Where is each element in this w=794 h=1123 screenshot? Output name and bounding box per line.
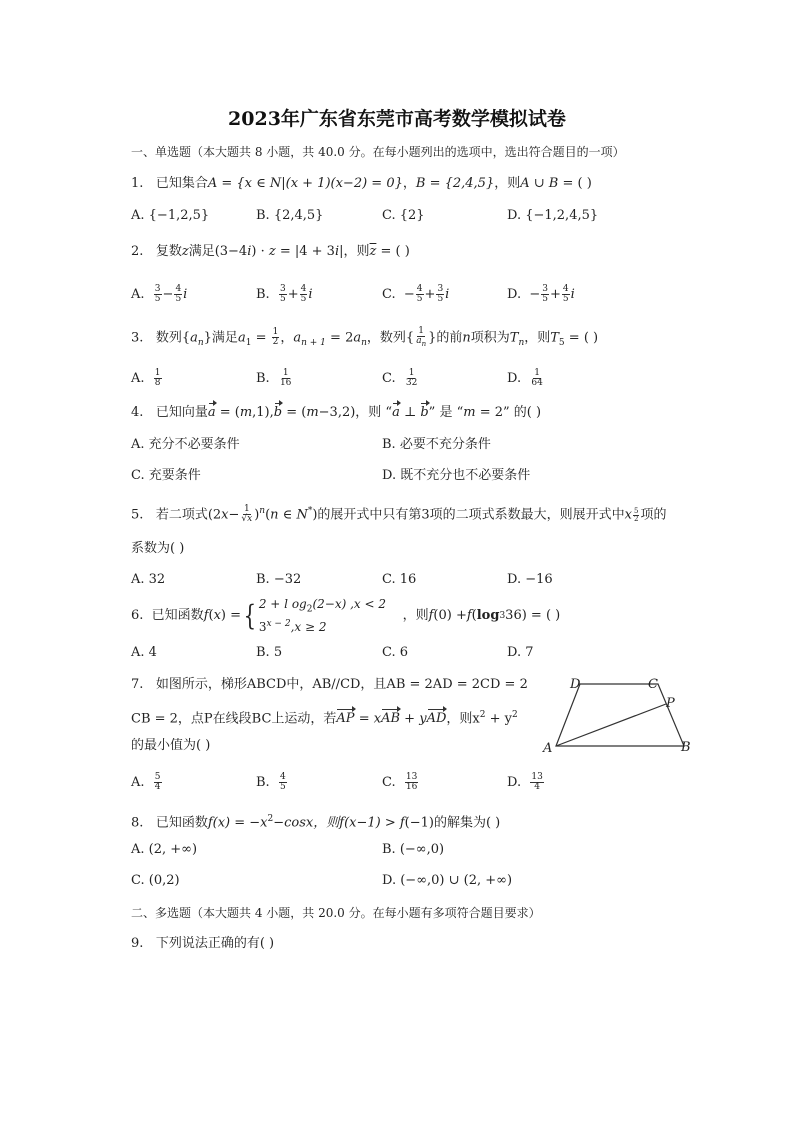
- question-7: [131, 676, 528, 694]
- q2-a-frac-2: [174, 285, 182, 304]
- q5-paren: ): [254, 507, 260, 523]
- q3-b-den: 16: [279, 378, 292, 388]
- q3-option-b: [256, 369, 293, 388]
- q2-text-f: = ( ): [376, 244, 410, 259]
- section-1-header: 一、单选题（本大题共 8 小题，共 40.0 分。在每小题列出的选项中，选出符合题目的一项）: [131, 145, 625, 159]
- q8-sq: 2: [267, 814, 274, 824]
- fig-label-p: P: [666, 696, 675, 711]
- q6-log: log: [476, 608, 500, 623]
- q4-option-a: A. 充分不必要条件: [131, 437, 240, 452]
- q5-power-n: n: [259, 506, 266, 516]
- q2-b-num-1: 3: [279, 284, 286, 294]
- q2-a-den-1: 5: [154, 294, 161, 304]
- q6-option-c: C. 6: [382, 645, 409, 660]
- q7-eq: =: [354, 711, 374, 727]
- q6-expr-5: 36) = ( ): [505, 608, 561, 623]
- q2-c-i: i: [445, 287, 450, 302]
- q5-x-2: x: [624, 507, 632, 523]
- q4-perp: ⊥: [399, 405, 421, 420]
- trapezoid-abcd: [556, 684, 684, 746]
- q1-text-c: = ( ): [558, 176, 592, 191]
- q5-option-c: C. 16: [382, 572, 417, 587]
- q5-frac: [240, 505, 253, 524]
- q2-d-den-1: 5: [542, 294, 548, 304]
- q3-text-c: ，: [280, 330, 294, 346]
- q7-a-num: 5: [154, 772, 161, 782]
- q2-a-frac-1: [154, 285, 162, 304]
- q2-option-d: [507, 285, 575, 304]
- q7-d-frac: [530, 773, 543, 792]
- q1-option-b: B. {2,4,5}: [256, 208, 324, 223]
- q3-text-f: }的前: [428, 330, 463, 346]
- q6-option-a: A. 4: [131, 645, 157, 660]
- q2-c-frac-2: [436, 285, 444, 304]
- q7-sq-1: 2: [479, 710, 486, 720]
- q3-d-num: 1: [534, 368, 540, 378]
- q5-x: x: [221, 507, 229, 523]
- q3-recip-den-sub: n: [421, 339, 427, 348]
- q2-b-sign: +: [287, 287, 299, 302]
- q7-option-c-label: C.: [382, 775, 396, 790]
- q3-an2-sub: n: [361, 337, 367, 348]
- q7-d-num: 13: [531, 772, 543, 782]
- q2-option-d-label: D.: [507, 287, 522, 302]
- q7-option-c: [382, 773, 419, 792]
- q5-text-a: 若二项式(2: [155, 507, 222, 523]
- q3-T: T: [509, 330, 519, 346]
- q3-a-sub: n: [197, 337, 204, 348]
- q1-math-3: A ∪ B: [520, 176, 559, 191]
- q3-an1: a: [293, 330, 302, 346]
- q3-half-num: 1: [272, 327, 279, 338]
- q8-option-a: A. (2, +∞): [131, 842, 198, 857]
- q3-d-frac: [530, 369, 543, 388]
- q1-text-b: ，则: [494, 176, 521, 191]
- q2-option-a: [131, 285, 187, 304]
- q1-option-a: A. {−1,2,5}: [131, 208, 210, 223]
- segment-ap: [556, 704, 666, 746]
- q7-number: 7.: [131, 677, 144, 692]
- q1-sep: ，: [402, 176, 416, 191]
- q2-b-frac-2: [300, 285, 308, 304]
- q4-mid-2: ,1),: [252, 405, 274, 420]
- q4-text-a: 已知向量: [155, 405, 208, 420]
- q4-mid-3: = (: [282, 405, 307, 420]
- question-9: [131, 935, 274, 953]
- q1-option-c: C. {2}: [382, 208, 425, 223]
- q7-option-b: [256, 773, 288, 792]
- q7-b-den: 5: [279, 782, 286, 792]
- question-8: [131, 810, 500, 832]
- q3-half-den: 2: [272, 337, 279, 348]
- q4-option-c: C. 充要条件: [131, 468, 201, 483]
- q7-vector-ab: AB: [381, 711, 401, 727]
- q3-half: [272, 328, 280, 347]
- q3-text-a: 数列{: [155, 330, 191, 346]
- fig-label-a: A: [543, 741, 553, 756]
- q1-option-d: D. {−1,2,4,5}: [507, 208, 599, 223]
- q9-text: 下列说法正确的有( ): [155, 936, 275, 951]
- q6-text-a: 已知函数: [151, 608, 204, 623]
- q7-line-3: 的最小值为( ): [131, 738, 211, 753]
- q5-option-a: A. 32: [131, 572, 166, 587]
- q2-b-den-1: 5: [279, 294, 286, 304]
- q6-case-2-a: 3: [258, 620, 267, 635]
- q2-z-bar: $\overline{z}$: [369, 244, 377, 259]
- q3-option-c: [382, 369, 419, 388]
- q2-d-frac-2: [562, 285, 570, 304]
- q7-b-frac: [279, 773, 287, 792]
- fig-label-c: C: [648, 677, 658, 692]
- q8-text-e: (−1)的解集为( ): [404, 815, 501, 831]
- q3-an1-sub: n + 1: [301, 337, 326, 348]
- q4-option-b: B. 必要不充分条件: [382, 437, 491, 452]
- q2-d-num-1: 3: [542, 284, 548, 294]
- q3-T-sub: n: [518, 337, 525, 348]
- q4-mid-5: ” 是 “: [428, 405, 464, 420]
- question-1: [131, 175, 592, 193]
- q2-c-num-2: 3: [437, 284, 444, 294]
- q2-d-i: i: [570, 287, 575, 302]
- q2-c-pre: −: [403, 287, 415, 302]
- q2-c-sign: +: [424, 287, 436, 302]
- q3-eq: =: [251, 330, 271, 346]
- q7-option-d-label: D.: [507, 775, 522, 790]
- q2-z-2: z: [268, 244, 276, 259]
- q7-line-2-c: + y: [485, 711, 512, 727]
- section-2-header: 二、多选题（本大题共 4 小题，共 20.0 分。在每小题有多项符合题目要求）: [131, 906, 541, 920]
- q2-text-d: = |4 + 3: [275, 244, 335, 259]
- q2-d-den-2: 5: [562, 294, 569, 304]
- q6-number: 6.: [131, 608, 144, 623]
- q8-text-b: (x) = −x: [212, 815, 268, 831]
- q3-n: n: [462, 330, 471, 346]
- q3-b-frac: [279, 369, 292, 388]
- q2-i-2: i: [334, 244, 340, 259]
- q3-recip-den-a: a: [416, 336, 422, 346]
- q2-b-i: i: [308, 287, 313, 302]
- q8-text-d: (x−1) >: [344, 815, 400, 831]
- q3-b-num: 1: [282, 368, 289, 378]
- q2-b-den-2: 5: [300, 294, 307, 304]
- q2-d-pre: −: [529, 287, 541, 302]
- q5-frac-num: 1: [243, 504, 250, 515]
- q8-option-b: B. (−∞,0): [382, 842, 445, 857]
- q4-m: m: [239, 405, 253, 420]
- q8-number: 8.: [131, 815, 144, 831]
- q4-m-3: m: [463, 405, 476, 420]
- q4-vector-a-2: a: [392, 405, 400, 420]
- q6-expr-f: f: [428, 608, 434, 623]
- q7-line-1: 如图所示，梯形ABCD中，AB//CD，且AB = 2AD = 2CD = 2: [155, 677, 528, 692]
- q6-case-2: [259, 617, 386, 635]
- q5-text-c: ∈: [278, 507, 297, 523]
- q2-b-num-2: 4: [300, 284, 307, 294]
- q2-a-num-2: 4: [175, 284, 182, 294]
- q6-log-sub: 3: [499, 611, 506, 621]
- q4-mid-4: −3,2)，则 “: [318, 405, 393, 420]
- q3-option-b-label: B.: [256, 371, 270, 386]
- q7-y: y: [419, 711, 427, 727]
- q6-expr-f-2: f: [466, 608, 472, 623]
- q5-text-e: 项的: [640, 507, 667, 523]
- q6-f: f: [203, 608, 209, 623]
- q8-option-c: C. (0,2): [131, 873, 180, 888]
- q7-vector-ap: AP: [336, 711, 355, 727]
- q7-c-num: 13: [405, 772, 418, 782]
- q3-T5: T: [550, 330, 559, 346]
- q1-number: 1.: [131, 176, 144, 191]
- q7-x: x: [373, 711, 382, 727]
- q7-sq-2: 2: [511, 710, 518, 720]
- q2-a-i: i: [183, 287, 188, 302]
- q3-option-a: [131, 369, 163, 388]
- q2-var-z: z: [181, 244, 189, 259]
- question-5: [131, 502, 666, 524]
- q7-vector-ad: AD: [426, 711, 447, 727]
- q2-i-1: i: [247, 244, 252, 259]
- q3-option-a-label: A.: [131, 371, 145, 386]
- q7-a-frac: [154, 773, 162, 792]
- question-6: [131, 598, 560, 634]
- q7-plus: +: [400, 711, 420, 727]
- q2-d-frac-1: [541, 285, 549, 304]
- q7-a-den: 4: [154, 782, 161, 792]
- q3-a1-sub: 1: [245, 337, 252, 348]
- q7-option-a: [131, 773, 163, 792]
- q3-text-b: }满足: [203, 330, 238, 346]
- q3-text-i: = ( ): [564, 330, 599, 346]
- q1-text-a: 已知集合: [155, 176, 208, 191]
- q5-number: 5.: [131, 507, 144, 523]
- q2-option-b: [256, 285, 313, 304]
- q7-c-frac: [405, 773, 418, 792]
- q7-option-a-label: A.: [131, 775, 145, 790]
- q5-exponent: [633, 508, 639, 523]
- q7-c-den: 16: [405, 782, 418, 792]
- q6-case-1-sub: 2: [306, 604, 313, 615]
- q7-option-d: [507, 773, 545, 792]
- q6-text-d: ，则: [402, 608, 429, 623]
- q6-case-2-sup: x − 2: [266, 619, 291, 630]
- q2-c-frac-1: [416, 285, 424, 304]
- q8-f: f: [207, 815, 213, 831]
- q5-text-d: )的展开式中只有第3项的二项式系数最大，则展开式中: [312, 507, 625, 523]
- q2-option-b-label: B.: [256, 287, 270, 302]
- q2-c-den-2: 5: [437, 294, 444, 304]
- q8-f-2: f: [339, 815, 345, 831]
- q7-d-den: 4: [534, 782, 540, 792]
- q7-option-b-label: B.: [256, 775, 270, 790]
- q3-recip: [415, 327, 427, 349]
- q2-option-a-label: A.: [131, 287, 145, 302]
- q3-c-den: 32: [405, 378, 418, 388]
- q9-number: 9.: [131, 936, 144, 951]
- q6-case-1-b: (2−x) ,x < 2: [312, 596, 387, 611]
- q5-n: n: [270, 507, 279, 523]
- q2-b-frac-1: [279, 285, 287, 304]
- q6-case-2-b: ,x ≥ 2: [290, 620, 327, 635]
- q4-m-2: m: [306, 405, 319, 420]
- q6-expr-2: (0) +: [433, 608, 467, 623]
- q3-a-den: 8: [154, 378, 161, 388]
- q5-star: *: [307, 506, 313, 516]
- q3-d-den: 64: [531, 378, 543, 388]
- q3-text-h: ，则: [524, 330, 551, 346]
- q4-vector-a: a: [207, 405, 216, 420]
- q2-c-den-1: 5: [416, 294, 423, 304]
- page-title: 2023年广东省东莞市高考数学模拟试卷: [228, 108, 566, 130]
- q2-d-num-2: 4: [562, 284, 569, 294]
- q3-recip-den: [415, 337, 427, 349]
- q5-exp-den: 2: [634, 515, 639, 523]
- q5-N: N: [296, 507, 308, 523]
- q3-text-d: = 2: [325, 330, 354, 346]
- q3-a1: a: [237, 330, 246, 346]
- q3-text-e: ，数列{: [366, 330, 415, 346]
- fig-label-b: B: [681, 740, 691, 755]
- q3-option-c-label: C.: [382, 371, 396, 386]
- q6-option-d: D. 7: [507, 645, 534, 660]
- q7-trapezoid-figure: [538, 672, 698, 758]
- q5-text-b: (: [265, 507, 271, 523]
- q3-a-frac: [154, 369, 162, 388]
- q3-option-d: [507, 369, 545, 388]
- q7-line-2-b: ，则x: [446, 711, 480, 727]
- q4-mid-1: = (: [215, 405, 240, 420]
- q2-c-num-1: 4: [416, 284, 423, 294]
- q5-option-d: D. −16: [507, 572, 553, 587]
- q4-option-d: D. 既不充分也不必要条件: [382, 468, 531, 483]
- q2-a-sign: −: [162, 287, 174, 302]
- q2-text-e: |，则: [339, 244, 370, 259]
- q8-option-d: D. (−∞,0) ∪ (2, +∞): [382, 873, 513, 888]
- q4-number: 4.: [131, 405, 144, 420]
- q2-a-num-1: 3: [154, 284, 161, 294]
- q7-line-2: [131, 706, 518, 728]
- fig-label-d: D: [570, 677, 581, 692]
- q6-x: x: [213, 608, 221, 623]
- q6-expr-4: (: [471, 608, 477, 623]
- q5-frac-den: √x: [241, 514, 253, 525]
- q2-number: 2.: [131, 244, 144, 259]
- q3-a-num: 1: [154, 368, 161, 378]
- question-2: [131, 243, 410, 261]
- q6-case-1-a: 2 + l og: [258, 596, 307, 611]
- q1-math-2: B = {2,4,5}: [415, 176, 495, 191]
- q6-text-b: (: [208, 608, 214, 623]
- q7-line-2-a: CB = 2，点P在线段BC上运动，若: [131, 711, 337, 727]
- q8-text-c: −cosx，则: [273, 815, 340, 831]
- q8-f-3: f: [399, 815, 405, 831]
- q3-number: 3.: [131, 330, 144, 346]
- q8-text-a: 已知函数: [155, 815, 208, 831]
- q4-vector-b: b: [273, 405, 283, 420]
- q6-piecewise: [259, 597, 386, 635]
- q3-recip-num: 1: [418, 326, 425, 336]
- q3-an2: a: [353, 330, 362, 346]
- q3-text-g: 项积为: [470, 330, 510, 346]
- q4-mid-6: = 2” 的( ): [475, 405, 542, 420]
- q5-minus: −: [228, 507, 240, 523]
- q5-line-2: 系数为( ): [131, 541, 185, 556]
- q7-b-num: 4: [279, 772, 286, 782]
- q5-exp-num: 5: [634, 507, 639, 515]
- q6-option-b: B. 5: [256, 645, 283, 660]
- q2-option-c-label: C.: [382, 287, 396, 302]
- q3-a: a: [190, 330, 198, 346]
- q6-brace: {: [243, 599, 257, 632]
- q3-option-d-label: D.: [507, 371, 522, 386]
- q2-d-sign: +: [550, 287, 561, 302]
- q4-vector-b-2: b: [420, 405, 429, 420]
- q5-option-b: B. −32: [256, 572, 302, 587]
- q3-c-num: 1: [408, 368, 415, 378]
- q2-text-c: ) ·: [251, 244, 269, 259]
- q3-T5-sub: 5: [558, 337, 565, 348]
- q2-a-den-2: 5: [175, 294, 182, 304]
- q3-c-frac: [405, 369, 418, 388]
- q2-text-b: 满足(3−4: [188, 244, 248, 259]
- q2-option-c: [382, 285, 449, 304]
- q1-math-1: A = {x ∈ N|(x + 1)(x−2) = 0}: [207, 176, 403, 191]
- q6-case-1: [259, 597, 386, 617]
- q6-text-c: ) =: [220, 608, 242, 623]
- q2-text-a: 复数: [155, 244, 182, 259]
- question-3: [131, 327, 598, 352]
- question-4: [131, 404, 541, 422]
